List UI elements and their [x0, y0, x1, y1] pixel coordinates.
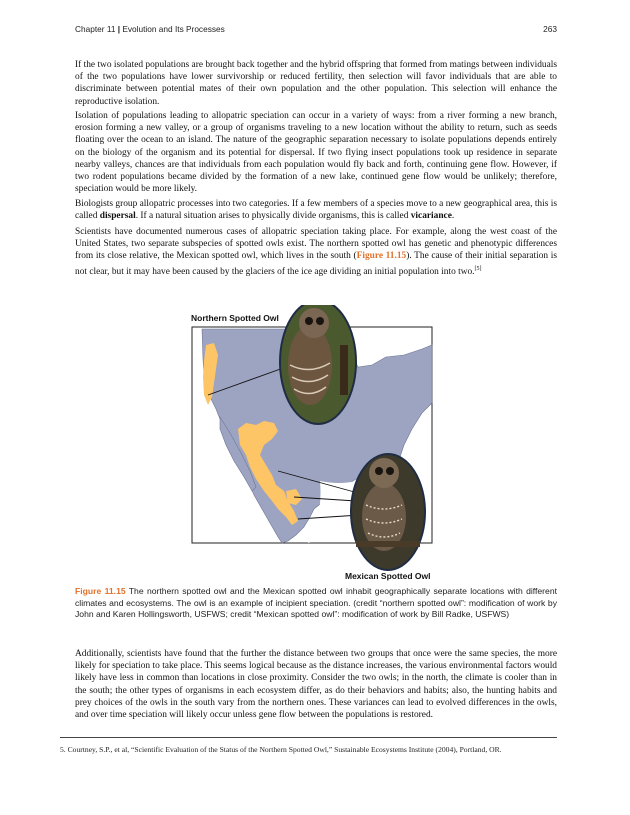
paragraph-2: Isolation of populations leading to allopatric speciation can occur in a variety of ways: from a river forming a new branch, erosion forming a new valley, or a group of organisms traveling to a new location without the ability to return, such as seeds floating over the ocean to an island. The nature of the geographic separation necessary to isolate populations depends entirely on the biology of the organism and its potential for dispersal. If two flying insect populations took up residence in separate nearby valleys, chances are that individuals from each population would fly back and forth, continuing gene flow. However, if two rodent populations became divided by the formation of a new lake, continued gene flow would be unlikely; therefore, speciation would be more likely.	[75, 111, 557, 195]
paragraph-5: Additionally, scientists have found that the further the distance between two groups that once were the same species, the more likely for speciation to take place. This seems logical because as the distance increases, the various environmental factors would likely have less in common than locations in close proximity. Consider the two owls; in the north, the climate is cooler than in the south; the other types of organisms in each ecosystem differ, as do their behaviors and habits; also, the hunting habits and prey choices of the owls in the south vary from the northern ones. These variances can lead to evolved differences in the owls, and over time speciation will likely occur unless gene flow between the populations is restored.	[75, 649, 557, 721]
footnote-ref[interactable]: [5]	[474, 265, 482, 272]
mexican-owl-photo	[351, 454, 425, 570]
figure-caption	[75, 586, 557, 621]
footnote-rule	[60, 737, 557, 738]
term-dispersal: dispersal	[99, 211, 136, 222]
label-northern-owl: Northern Spotted Owl	[191, 313, 279, 323]
label-mexican-owl: Mexican Spotted Owl	[345, 571, 431, 581]
page-number: 263	[543, 24, 557, 34]
footnote: 5. Courtney, S.P., et al, “Scientific Evaluation of the Status of the Northern Spotted Owl,” Sustainable Ecosystems Institute (2004), Portland, OR.	[60, 745, 502, 754]
paragraph-3: Biologists group allopatric processes into two categories. If a few members of a species move to a new geographical area, this is called dispersal. If a natural situation arises to physically divide organisms, this is called vicariance.	[75, 199, 557, 222]
paragraph-1: If the two isolated populations are brought back together and the hybrid offspring that formed from matings between individuals of the two populations have lower survivorship or reduced fertility, then selection will favor individuals that are able to discriminate between potential mates of their own population and the other population. This selection will enhance the reproductive isolation.	[75, 60, 557, 107]
caption-text: The northern spotted owl and the Mexican spotted owl inhabit geographically separate locations with different climates and ecosystems. The owl is an example of incipient speciation. (credit “northern spotted owl”: modification of work by John and Karen Hollingsworth, USFWS; credit “Mexican spotted owl”: modification of work by Bill Radke, USFWS)	[75, 586, 557, 620]
paragraph-4: Scientists have documented numerous cases of allopatric speciation taking place. For example, along the west coast of the United States, two separate subspecies of spotted owls exist. The northern spotted owl has genetic and phenotypic differences from its close relative, the Mexican spotted owl, which lives in the south (Figure 11.15). The cause of their initial separation is not clear, but it may have been caused by the glaciers of the ice age dividing an initial population into two.[5]	[75, 227, 557, 277]
caption-title: Figure 11.15	[75, 586, 126, 596]
range-map	[190, 305, 440, 583]
figure-link[interactable]: Figure 11.15	[356, 251, 407, 262]
header-chapter: Chapter 11 | Evolution and Its Processes	[75, 24, 225, 34]
northern-owl-photo	[280, 305, 356, 424]
owl-range-figure	[190, 305, 440, 583]
term-vicariance: vicariance	[410, 211, 452, 222]
running-header	[75, 24, 557, 38]
